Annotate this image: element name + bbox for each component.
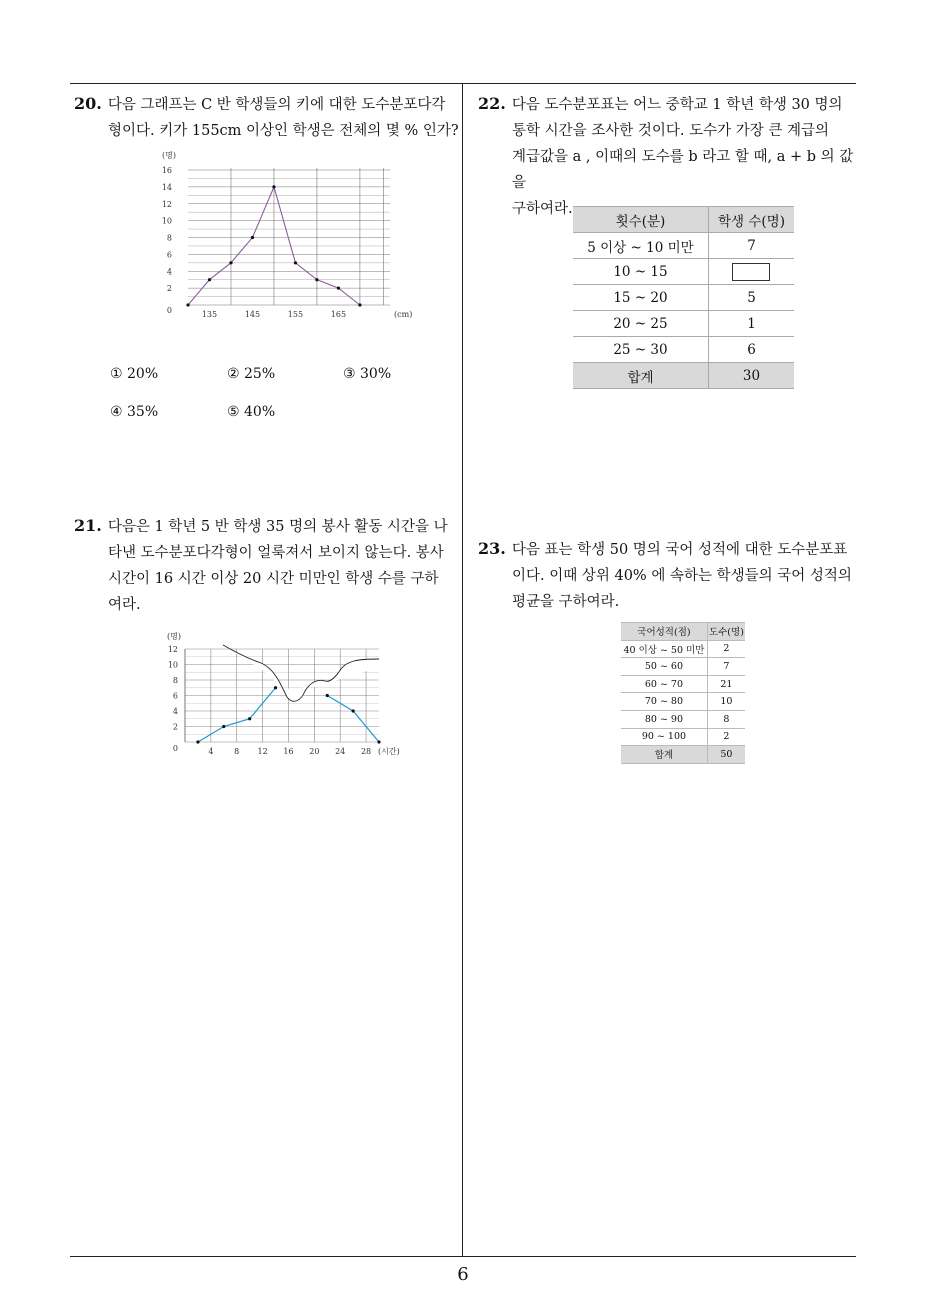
choice-1[interactable]: ① 20% xyxy=(110,366,159,382)
x-tick-label: 155 xyxy=(287,310,304,319)
choice-4[interactable]: ④ 35% xyxy=(110,404,159,420)
y-tick-label: 0 xyxy=(172,744,178,753)
question-text: 구하여라. xyxy=(512,201,573,217)
data-point xyxy=(222,725,225,728)
data-point xyxy=(358,303,361,306)
y-tick-label: 2 xyxy=(166,284,172,294)
data-point xyxy=(196,740,199,743)
question-text: 다음 표는 학생 50 명의 국어 성적에 대한 도수분포표 xyxy=(511,542,848,558)
table-header: 학생 수(명) xyxy=(708,207,794,233)
x-tick-label: 4 xyxy=(208,747,214,756)
table-row: 20 ~ 25 1 xyxy=(573,311,794,337)
y-tick-label: 2 xyxy=(172,722,178,732)
question-text: 다음은 1 학년 5 반 학생 35 명의 봉사 활동 시간을 나 xyxy=(107,519,448,535)
question-text: 다음 그래프는 C 반 학생들의 키에 대한 도수분포다각 xyxy=(107,97,446,113)
data-point xyxy=(337,287,340,290)
y-tick-label: 10 xyxy=(161,216,172,226)
table-row: 40 이상 ~ 50 미만 2 xyxy=(621,640,745,658)
x-tick-label: 20 xyxy=(309,747,320,756)
bottom-rule xyxy=(70,1256,856,1257)
data-point xyxy=(377,740,380,743)
question-number: 20. xyxy=(74,94,102,113)
x-axis-label: (cm) xyxy=(394,310,413,319)
top-rule xyxy=(70,83,856,84)
question-text: 다음 도수분포표는 어느 중학교 1 학년 학생 30 명의 xyxy=(511,97,843,113)
stain-area xyxy=(223,645,379,701)
table-row: 60 ~ 70 21 xyxy=(621,675,745,693)
question-number: 21. xyxy=(74,516,102,535)
chart-q21 xyxy=(165,627,405,762)
y-tick-label: 12 xyxy=(167,645,178,654)
chart-q20 xyxy=(150,145,413,320)
x-tick-label: 24 xyxy=(335,747,346,756)
table-total-row: 합계 30 xyxy=(573,363,794,389)
column-divider xyxy=(462,83,463,1257)
y-tick-label: 8 xyxy=(166,233,172,243)
data-point xyxy=(352,709,355,712)
data-point xyxy=(272,185,275,188)
question-20 xyxy=(74,91,459,144)
table-row: 15 ~ 20 5 xyxy=(573,285,794,311)
x-axis-label: (시간) xyxy=(378,747,400,756)
question-22 xyxy=(478,91,863,222)
x-tick-label: 145 xyxy=(244,310,261,319)
table-header: 국어성적(점) xyxy=(621,623,707,641)
page-number: 6 xyxy=(457,1264,469,1285)
question-23 xyxy=(478,536,863,615)
frequency-table-q22 xyxy=(573,206,794,389)
x-tick-label: 28 xyxy=(360,747,372,756)
question-text: 통학 시간을 조사한 것이다. 도수가 가장 큰 계급의 xyxy=(512,123,830,139)
table-row: 5 이상 ~ 10 미만 7 xyxy=(573,233,794,259)
y-tick-label: 0 xyxy=(166,306,172,315)
y-tick-label: 10 xyxy=(167,660,178,670)
y-tick-label: 14 xyxy=(161,182,172,192)
question-number: 23. xyxy=(478,539,506,558)
table-total-row: 합계 50 xyxy=(621,746,745,764)
y-tick-label: 6 xyxy=(172,691,178,701)
table-row: 80 ~ 90 8 xyxy=(621,710,745,728)
choice-2[interactable]: ② 25% xyxy=(227,366,276,382)
y-tick-label: 16 xyxy=(161,166,172,175)
data-point xyxy=(326,694,329,697)
data-point xyxy=(294,261,297,264)
question-21 xyxy=(74,513,459,618)
table-header: 도수(명) xyxy=(707,623,745,641)
data-point xyxy=(274,686,277,689)
answer-blank-box[interactable] xyxy=(732,263,770,281)
table-header: 횟수(분) xyxy=(573,207,708,233)
x-tick-label: 165 xyxy=(330,310,347,319)
y-axis-label: (명) xyxy=(162,151,176,160)
table-row: 25 ~ 30 6 xyxy=(573,337,794,363)
data-point xyxy=(186,303,189,306)
question-number: 22. xyxy=(478,94,506,113)
frequency-table-q23 xyxy=(621,622,745,764)
question-text: 이다. 이때 상위 40% 에 속하는 학생들의 국어 성적의 xyxy=(512,568,852,584)
table-row: 70 ~ 80 10 xyxy=(621,693,745,711)
question-text: 여라. xyxy=(108,597,141,613)
data-point xyxy=(315,278,318,281)
data-point xyxy=(229,261,232,264)
table-row: 50 ~ 60 7 xyxy=(621,658,745,676)
question-text: 형이다. 키가 155cm 이상인 학생은 전체의 몇 % 인가? xyxy=(108,123,459,139)
question-text: 계급값을 a , 이때의 도수를 b 라고 할 때, a + b 의 값을 xyxy=(512,149,854,191)
choice-5[interactable]: ⑤ 40% xyxy=(227,404,276,420)
table-row: 90 ~ 100 2 xyxy=(621,728,745,746)
question-text: 타낸 도수분포다각형이 얼룩져서 보이지 않는다. 봉사 xyxy=(108,545,444,561)
y-tick-label: 4 xyxy=(166,267,172,277)
x-tick-label: 12 xyxy=(257,747,268,756)
data-point xyxy=(248,717,251,720)
data-point xyxy=(251,236,254,239)
x-tick-label: 16 xyxy=(283,747,294,756)
x-tick-label: 135 xyxy=(201,310,218,319)
question-text: 평균을 구하여라. xyxy=(512,594,620,610)
choice-3[interactable]: ③ 30% xyxy=(343,366,392,382)
x-tick-label: 8 xyxy=(234,747,240,756)
question-text: 시간이 16 시간 이상 20 시간 미만인 학생 수를 구하 xyxy=(108,571,439,587)
y-tick-label: 6 xyxy=(166,250,172,260)
y-tick-label: 4 xyxy=(172,707,178,716)
y-axis-label: (명) xyxy=(167,632,181,641)
y-tick-label: 12 xyxy=(161,199,172,209)
y-tick-label: 8 xyxy=(172,676,178,685)
table-row: 10 ~ 15 xyxy=(573,259,794,285)
data-point xyxy=(208,278,211,281)
